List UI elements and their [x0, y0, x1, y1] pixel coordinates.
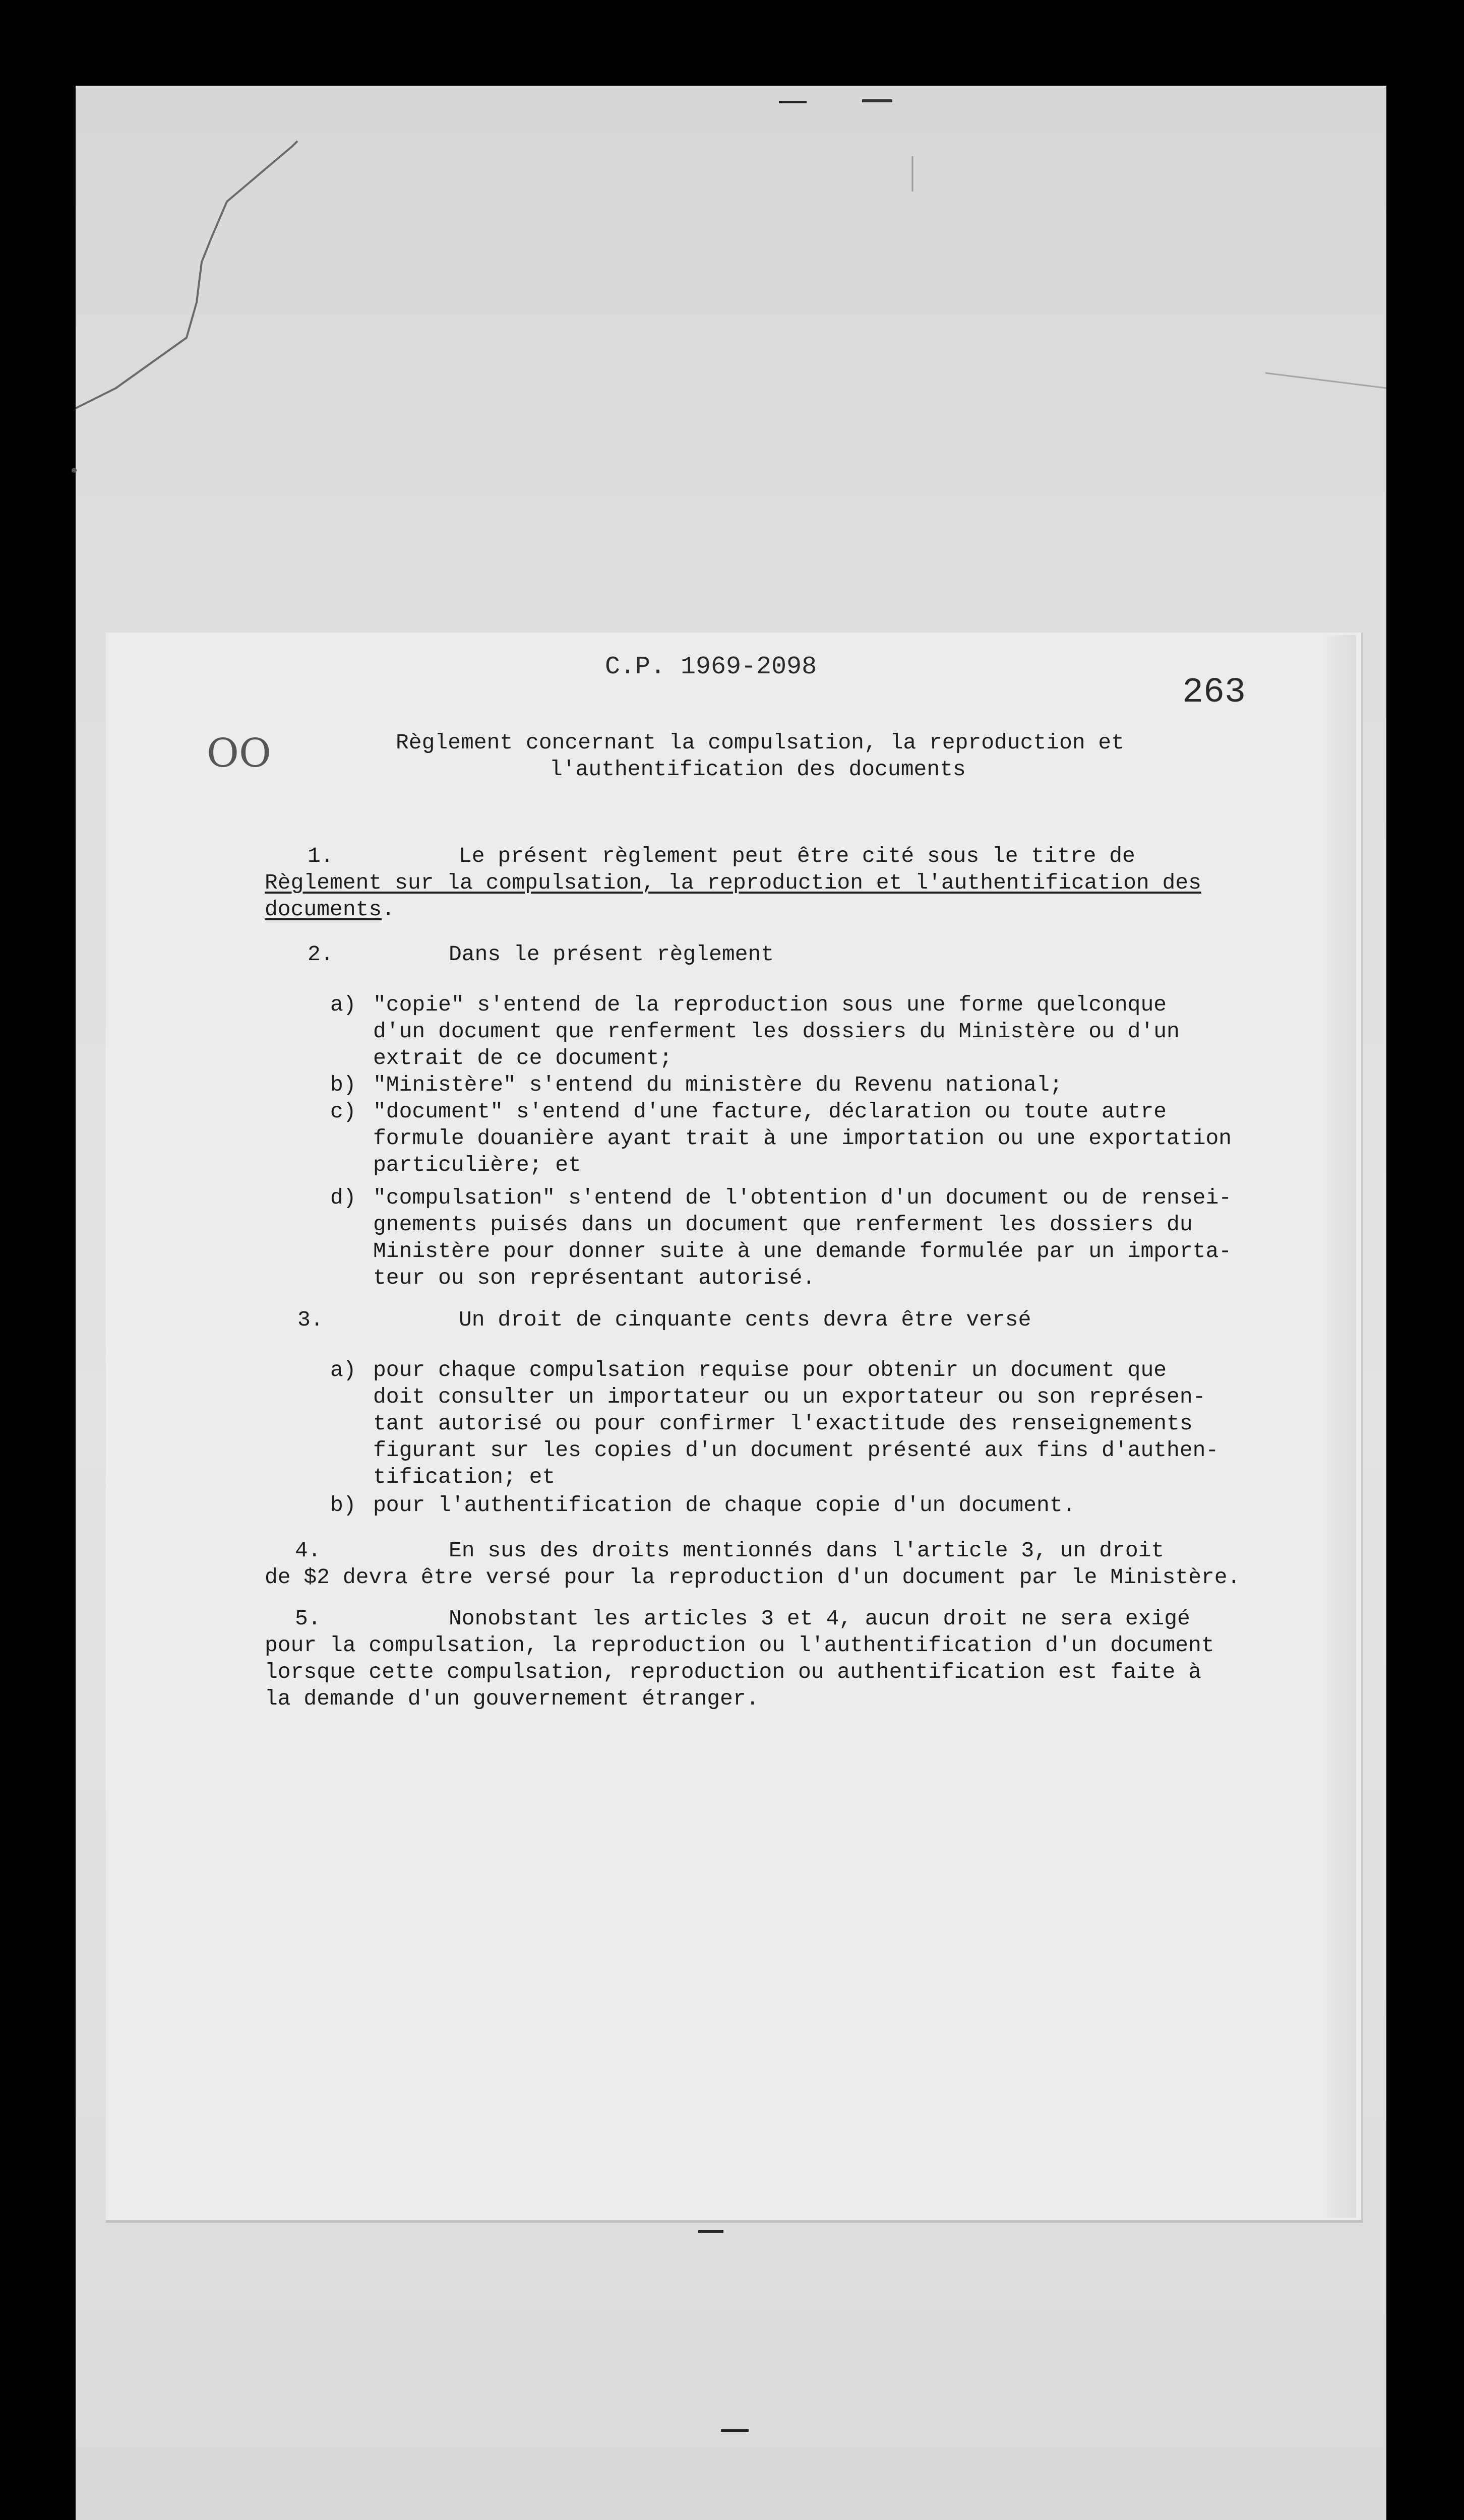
item-letter: d): [330, 1185, 356, 1210]
page-number: 263: [1182, 673, 1246, 713]
section-text: lorsque cette compulsation, reproduction ou authentification est faite à: [265, 1660, 1201, 1684]
section-number: 2.: [308, 942, 334, 967]
item-text: d'un document que renferment les dossiers du Ministère ou d'un: [373, 1019, 1180, 1044]
film-speck: [72, 468, 77, 473]
section-text: Règlement sur la compulsation, la reproduction et l'authentification des: [265, 870, 1201, 895]
item-text: "compulsation" s'entend de l'obtention d'un document ou de rensei-: [373, 1185, 1232, 1210]
film-mark: [698, 2230, 723, 2233]
item-text: "Ministère" s'entend du ministère du Revenu national;: [373, 1073, 1063, 1097]
section-text: Le présent règlement peut être cité sous le titre de: [459, 844, 1135, 868]
item-text: teur ou son représentant autorisé.: [373, 1266, 816, 1290]
item-text: extrait de ce document;: [373, 1046, 673, 1070]
margin-note: OO: [207, 731, 271, 776]
item-letter: b): [330, 1493, 356, 1518]
item-text: particulière; et: [373, 1153, 581, 1177]
item-letter: c): [330, 1099, 356, 1124]
item-text: pour l'authentification de chaque copie d'un document.: [373, 1493, 1076, 1518]
item-text: gnements puisés dans un document que renferment les dossiers du: [373, 1212, 1193, 1237]
item-text: figurant sur les copies d'un document présenté aux fins d'authen-: [373, 1438, 1219, 1463]
section-number: 3.: [297, 1307, 324, 1332]
item-letter: a): [330, 1358, 356, 1382]
section-text: En sus des droits mentionnés dans l'article 3, un droit: [449, 1538, 1165, 1563]
punctuation: .: [382, 897, 395, 922]
page-edge-shadow: [1321, 635, 1356, 2218]
document-page: [106, 633, 1363, 2223]
section-text: Un droit de cinquante cents devra être versé: [459, 1307, 1031, 1332]
item-text: pour chaque compulsation requise pour obtenir un document que: [373, 1358, 1167, 1382]
item-text: Ministère pour donner suite à une demande formulée par un importa-: [373, 1239, 1232, 1264]
item-text: formule douanière ayant trait à une importation ou une exportation: [373, 1126, 1232, 1151]
item-text: "copie" s'entend de la reproduction sous une forme quelconque: [373, 992, 1167, 1017]
section-text: pour la compulsation, la reproduction ou l'authentification d'un document: [265, 1633, 1214, 1658]
film-mark: [721, 2429, 749, 2432]
item-text: tant autorisé ou pour confirmer l'exactitude des renseignements: [373, 1411, 1193, 1436]
film-scratch: [76, 86, 1386, 469]
item-text: tification; et: [373, 1465, 556, 1489]
film-mark: [779, 101, 807, 103]
section-text: Dans le présent règlement: [449, 942, 774, 967]
title-line-1: Règlement concernant la compulsation, la reproduction et: [396, 730, 1125, 755]
item-text: "document" s'entend d'une facture, déclaration ou toute autre: [373, 1099, 1167, 1124]
title-line-2: l'authentification des documents: [550, 757, 966, 782]
item-letter: b): [330, 1073, 356, 1097]
section-text: la demande d'un gouvernement étranger.: [265, 1686, 759, 1711]
underlined-title-end: documents: [265, 897, 382, 922]
section-text: Nonobstant les articles 3 et 4, aucun droit ne sera exigé: [449, 1606, 1190, 1631]
section-text: [265, 898, 395, 922]
section-number: 4.: [295, 1538, 321, 1563]
section-number: 5.: [295, 1606, 321, 1631]
section-number: 1.: [308, 844, 334, 868]
item-text: doit consulter un importateur ou un exportateur ou son représen-: [373, 1384, 1206, 1409]
item-letter: a): [330, 992, 356, 1017]
section-text: de $2 devra être versé pour la reproduction d'un document par le Ministère.: [265, 1565, 1241, 1590]
order-reference: C.P. 1969-2098: [605, 653, 817, 681]
